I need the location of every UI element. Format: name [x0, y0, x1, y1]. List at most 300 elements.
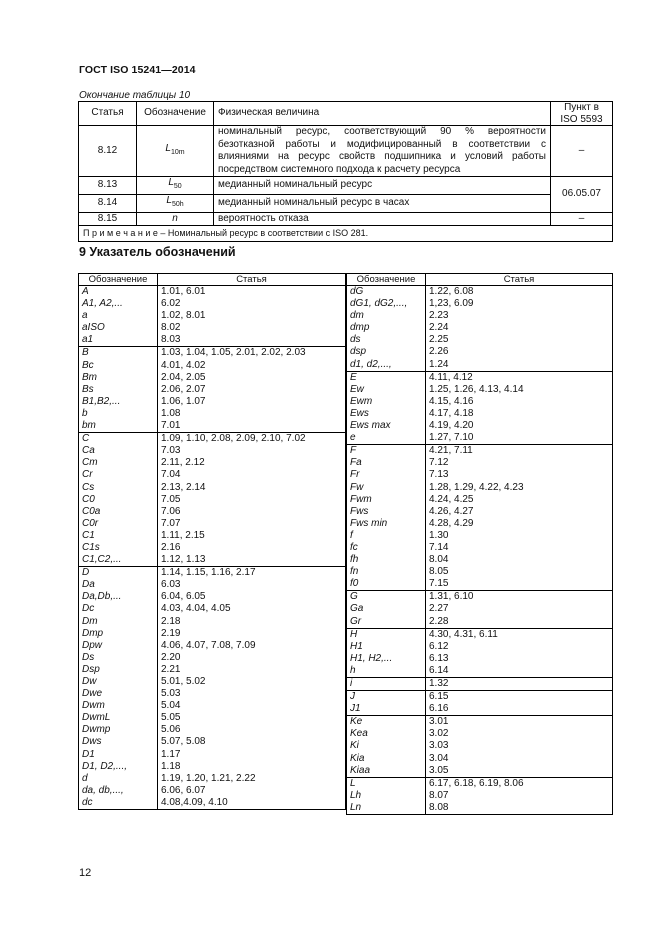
index-article: 2.11, 2.12 — [158, 457, 346, 469]
index-article: 7.15 — [426, 578, 613, 591]
index-article: 4.19, 4.20 — [426, 420, 613, 432]
index-symbol: J1 — [347, 703, 426, 716]
index-row — [79, 773, 346, 785]
index-symbol: Fa — [347, 457, 426, 469]
index-symbol: d1, d2,..., — [347, 359, 426, 372]
index-row — [347, 802, 613, 815]
index-row — [79, 482, 346, 494]
table-row — [79, 177, 613, 195]
index-row — [79, 445, 346, 457]
index-symbol: aISO — [79, 322, 158, 334]
index-row — [79, 286, 346, 299]
index-row — [347, 530, 613, 542]
table-note: П р и м е ч а н и е – Номинальный ресурс в соответствии с ISO 281. — [79, 226, 613, 242]
index-row — [347, 542, 613, 554]
index-article: 2.21 — [158, 664, 346, 676]
symbol-subscript: 50 — [173, 183, 182, 191]
index-symbol: Ln — [347, 802, 426, 815]
index-row — [79, 542, 346, 554]
index-symbol: C0r — [79, 518, 158, 530]
index-symbol: C0a — [79, 506, 158, 518]
index-article: 7.01 — [158, 420, 346, 433]
index-row — [347, 420, 613, 432]
index-row — [79, 506, 346, 518]
index-symbol: Bm — [79, 372, 158, 384]
index-article: 1.01, 6.01 — [158, 286, 346, 299]
index-row — [79, 736, 346, 748]
index-article: 4.03, 4.04, 4.05 — [158, 603, 346, 615]
index-article: 2.06, 2.07 — [158, 384, 346, 396]
index-article: 1.24 — [426, 359, 613, 372]
index-symbol: a — [79, 310, 158, 322]
index-row — [347, 469, 613, 481]
index-col-symbol-header: Обозначение — [79, 274, 158, 286]
index-symbol: Fw — [347, 482, 426, 494]
index-symbol: H1 — [347, 641, 426, 653]
index-article: 7.03 — [158, 445, 346, 457]
index-symbol: Dsp — [79, 664, 158, 676]
index-article: 5.01, 5.02 — [158, 676, 346, 688]
index-row — [79, 360, 346, 372]
row-description: номинальный ресурс, соответствующий 90 % вероятности безотказной работы и модифицированный в соответствии с влияниями на ресурс свойств подшипника и условий работы посредством системного подхода к расчету ресурса — [214, 126, 551, 177]
index-row — [347, 628, 613, 641]
index-row — [347, 298, 613, 310]
index-article: 1.31, 6.10 — [426, 591, 613, 604]
col-clause-header: Пункт в ISO 5593 — [551, 102, 613, 126]
index-article: 7.07 — [158, 518, 346, 530]
index-article: 4.28, 4.29 — [426, 518, 613, 530]
index-row — [79, 457, 346, 469]
index-article: 1.02, 8.01 — [158, 310, 346, 322]
row-symbol — [137, 126, 214, 177]
index-symbol: Kea — [347, 728, 426, 740]
index-article: 4.24, 4.25 — [426, 494, 613, 506]
row-description: вероятность отказа — [214, 212, 551, 226]
symbol-main: L — [166, 194, 172, 206]
index-symbol: B1,B2,... — [79, 396, 158, 408]
table-note-row — [79, 226, 613, 242]
index-row — [347, 765, 613, 778]
index-row — [347, 457, 613, 469]
index-row — [79, 530, 346, 542]
index-symbol: D1 — [79, 749, 158, 761]
index-article: 6.04, 6.05 — [158, 591, 346, 603]
index-article: 6.15 — [426, 691, 613, 704]
index-symbol: Ca — [79, 445, 158, 457]
index-col-symbol-header: Обозначение — [347, 274, 426, 286]
index-row — [79, 797, 346, 810]
row-symbol — [137, 177, 214, 195]
index-row — [79, 420, 346, 433]
index-symbol: fn — [347, 566, 426, 578]
index-row — [347, 716, 613, 729]
index-symbol: E — [347, 371, 426, 384]
index-symbol: F — [347, 445, 426, 458]
row-symbol — [137, 212, 214, 226]
row-symbol — [137, 194, 214, 212]
index-article: 4.21, 7.11 — [426, 445, 613, 458]
index-article: 4.30, 4.31, 6.11 — [426, 628, 613, 641]
index-article: 2.27 — [426, 603, 613, 615]
index-article: 1.09, 1.10, 2.08, 2.09, 2.10, 7.02 — [158, 433, 346, 446]
index-article: 7.12 — [426, 457, 613, 469]
page-number: 12 — [79, 867, 92, 879]
index-article: 1.11, 2.15 — [158, 530, 346, 542]
index-article: 2.25 — [426, 334, 613, 346]
index-article: 1.28, 1.29, 4.22, 4.23 — [426, 482, 613, 494]
index-article: 8.07 — [426, 790, 613, 802]
index-symbol: dmp — [347, 322, 426, 334]
index-row — [79, 567, 346, 580]
index-article: 7.05 — [158, 494, 346, 506]
col-quantity-header: Физическая величина — [214, 102, 551, 126]
index-article: 2.24 — [426, 322, 613, 334]
symbol-subscript: 10m — [170, 148, 185, 156]
table-10 — [78, 101, 613, 242]
index-symbol: Dwe — [79, 688, 158, 700]
index-article: 4.01, 4.02 — [158, 360, 346, 372]
index-symbol: Dmp — [79, 628, 158, 640]
symbol-main: n — [172, 212, 178, 224]
index-article: 7.04 — [158, 469, 346, 481]
index-symbol: b — [79, 408, 158, 420]
index-row — [79, 664, 346, 676]
index-article: 1.06, 1.07 — [158, 396, 346, 408]
index-row — [79, 433, 346, 446]
index-symbol: dm — [347, 310, 426, 322]
index-article: 2.26 — [426, 346, 613, 358]
index-symbol: C1,C2,... — [79, 554, 158, 567]
index-article: 5.05 — [158, 712, 346, 724]
index-col-article-header: Статья — [158, 274, 346, 286]
index-article: 1.19, 1.20, 1.21, 2.22 — [158, 773, 346, 785]
index-row — [79, 688, 346, 700]
index-row — [347, 566, 613, 578]
index-header-row — [347, 274, 613, 286]
index-article: 4.17, 4.18 — [426, 408, 613, 420]
index-row — [347, 494, 613, 506]
index-article: 1.12, 1.13 — [158, 554, 346, 567]
index-article: 4.15, 4.16 — [426, 396, 613, 408]
index-row — [347, 359, 613, 372]
index-row — [347, 518, 613, 530]
index-symbol: Ewm — [347, 396, 426, 408]
index-symbol: Cs — [79, 482, 158, 494]
index-row — [347, 603, 613, 615]
index-article: 7.13 — [426, 469, 613, 481]
index-article: 5.06 — [158, 724, 346, 736]
index-symbol: Ews max — [347, 420, 426, 432]
index-article: 8.05 — [426, 566, 613, 578]
index-symbol: D1, D2,..., — [79, 761, 158, 773]
index-row — [79, 384, 346, 396]
symbol-index-left — [78, 273, 346, 810]
index-article: 7.14 — [426, 542, 613, 554]
index-article: 2.18 — [158, 616, 346, 628]
index-row — [347, 482, 613, 494]
index-row — [79, 640, 346, 652]
index-symbol: f — [347, 530, 426, 542]
index-symbol: Dws — [79, 736, 158, 748]
index-row — [79, 628, 346, 640]
index-symbol: ds — [347, 334, 426, 346]
index-row — [347, 790, 613, 802]
index-row — [79, 494, 346, 506]
index-article: 2.28 — [426, 616, 613, 629]
index-symbol: C — [79, 433, 158, 446]
index-symbol: d — [79, 773, 158, 785]
index-row — [79, 322, 346, 334]
section-title: 9 Указатель обозначений — [79, 245, 236, 259]
index-article: 4.26, 4.27 — [426, 506, 613, 518]
index-article: 6.12 — [426, 641, 613, 653]
index-symbol: fc — [347, 542, 426, 554]
index-symbol: Dpw — [79, 640, 158, 652]
index-row — [347, 653, 613, 665]
index-row — [79, 347, 346, 360]
col-symbol-header: Обозначение — [137, 102, 214, 126]
index-article: 3.02 — [426, 728, 613, 740]
index-symbol: Bs — [79, 384, 158, 396]
index-symbol: H — [347, 628, 426, 641]
index-article: 3.05 — [426, 765, 613, 778]
index-symbol: B — [79, 347, 158, 360]
index-article: 6.03 — [158, 579, 346, 591]
row-article: 8.14 — [79, 194, 137, 212]
row-article: 8.13 — [79, 177, 137, 195]
index-symbol: dG1, dG2,..., — [347, 298, 426, 310]
index-symbol: Ga — [347, 603, 426, 615]
index-symbol: L — [347, 777, 426, 790]
table-10-header-row — [79, 102, 613, 126]
index-symbol: Dw — [79, 676, 158, 688]
index-symbol: Bc — [79, 360, 158, 372]
index-article: 6.13 — [426, 653, 613, 665]
index-article: 5.03 — [158, 688, 346, 700]
index-row — [347, 728, 613, 740]
index-symbol: Ews — [347, 408, 426, 420]
index-row — [79, 396, 346, 408]
index-row — [79, 700, 346, 712]
index-symbol: Da — [79, 579, 158, 591]
index-row — [79, 785, 346, 797]
index-symbol: A — [79, 286, 158, 299]
index-symbol: Da,Db,... — [79, 591, 158, 603]
index-article: 3.03 — [426, 740, 613, 752]
index-row — [347, 616, 613, 629]
symbol-subscript: 50h — [171, 200, 184, 208]
index-row — [79, 676, 346, 688]
index-symbol: i — [347, 678, 426, 691]
index-symbol: Gr — [347, 616, 426, 629]
col-article-header: Статья — [79, 102, 137, 126]
index-symbol: Ew — [347, 384, 426, 396]
index-row — [79, 591, 346, 603]
index-symbol: Cm — [79, 457, 158, 469]
symbol-main: L — [168, 177, 174, 189]
index-article: 1.32 — [426, 678, 613, 691]
index-article: 2.23 — [426, 310, 613, 322]
index-row — [79, 408, 346, 420]
index-row — [347, 334, 613, 346]
index-article: 1.14, 1.15, 1.16, 2.17 — [158, 567, 346, 580]
index-row — [347, 591, 613, 604]
index-col-article-header: Статья — [426, 274, 613, 286]
index-row — [347, 578, 613, 591]
index-symbol: C1 — [79, 530, 158, 542]
index-symbol: C0 — [79, 494, 158, 506]
index-symbol: Cr — [79, 469, 158, 481]
index-symbol: Fws — [347, 506, 426, 518]
index-article: 2.16 — [158, 542, 346, 554]
index-symbol: Dwm — [79, 700, 158, 712]
index-row — [79, 334, 346, 347]
index-symbol: C1s — [79, 542, 158, 554]
index-symbol: A1, A2,... — [79, 298, 158, 310]
row-clause: – — [551, 126, 613, 177]
index-article: 8.04 — [426, 554, 613, 566]
index-article: 8.02 — [158, 322, 346, 334]
index-symbol: H1, H2,... — [347, 653, 426, 665]
index-row — [347, 346, 613, 358]
index-article: 6.02 — [158, 298, 346, 310]
index-row — [347, 432, 613, 445]
index-article: 6.14 — [426, 665, 613, 678]
index-article: 1.25, 1.26, 4.13, 4.14 — [426, 384, 613, 396]
row-clause: 06.05.07 — [551, 177, 613, 212]
index-symbol: G — [347, 591, 426, 604]
index-article: 8.03 — [158, 334, 346, 347]
symbol-index-right — [346, 273, 613, 815]
row-article: 8.12 — [79, 126, 137, 177]
index-symbol: a1 — [79, 334, 158, 347]
index-row — [79, 469, 346, 481]
index-article: 4.06, 4.07, 7.08, 7.09 — [158, 640, 346, 652]
index-row — [347, 310, 613, 322]
index-symbol: dsp — [347, 346, 426, 358]
index-symbol: Ki — [347, 740, 426, 752]
index-article: 5.04 — [158, 700, 346, 712]
index-symbol: J — [347, 691, 426, 704]
index-row — [347, 396, 613, 408]
index-symbol: Ke — [347, 716, 426, 729]
index-row — [347, 445, 613, 458]
index-row — [79, 372, 346, 384]
index-row — [79, 652, 346, 664]
row-article: 8.15 — [79, 212, 137, 226]
index-row — [347, 286, 613, 299]
index-row — [79, 298, 346, 310]
index-symbol: h — [347, 665, 426, 678]
index-row — [347, 554, 613, 566]
row-description: медианный номинальный ресурс в часах — [214, 194, 551, 212]
index-article: 6.16 — [426, 703, 613, 716]
index-row — [347, 678, 613, 691]
index-row — [79, 310, 346, 322]
index-row — [347, 408, 613, 420]
index-article: 1.27, 7.10 — [426, 432, 613, 445]
index-article: 4.11, 4.12 — [426, 371, 613, 384]
index-symbol: D — [79, 567, 158, 580]
index-article: 5.07, 5.08 — [158, 736, 346, 748]
index-article: 4.08,4.09, 4.10 — [158, 797, 346, 810]
index-symbol: Lh — [347, 790, 426, 802]
index-symbol: Dc — [79, 603, 158, 615]
index-symbol: fh — [347, 554, 426, 566]
index-row — [79, 761, 346, 773]
table-row — [79, 194, 613, 212]
index-article: 7.06 — [158, 506, 346, 518]
index-symbol: Fr — [347, 469, 426, 481]
index-symbol: Kiaa — [347, 765, 426, 778]
index-article: 1.03, 1.04, 1.05, 2.01, 2.02, 2.03 — [158, 347, 346, 360]
index-symbol: dG — [347, 286, 426, 299]
index-row — [79, 603, 346, 615]
index-article: 3.01 — [426, 716, 613, 729]
index-symbol: e — [347, 432, 426, 445]
index-article: 1.08 — [158, 408, 346, 420]
index-article: 6.06, 6.07 — [158, 785, 346, 797]
index-row — [347, 777, 613, 790]
table-caption: Окончание таблицы 10 — [79, 90, 191, 101]
index-symbol: f0 — [347, 578, 426, 591]
index-symbol: Dm — [79, 616, 158, 628]
index-row — [347, 371, 613, 384]
index-article: 3.04 — [426, 753, 613, 765]
index-row — [347, 322, 613, 334]
index-row — [79, 712, 346, 724]
index-article: 2.04, 2.05 — [158, 372, 346, 384]
index-row — [347, 641, 613, 653]
index-article: 1.30 — [426, 530, 613, 542]
index-article: 2.13, 2.14 — [158, 482, 346, 494]
index-row — [347, 740, 613, 752]
index-row — [347, 691, 613, 704]
index-row — [347, 665, 613, 678]
index-article: 1,23, 6.09 — [426, 298, 613, 310]
index-row — [347, 703, 613, 716]
index-row — [79, 518, 346, 530]
index-symbol: Fwm — [347, 494, 426, 506]
index-symbol: Fws min — [347, 518, 426, 530]
index-row — [347, 753, 613, 765]
index-symbol: Ds — [79, 652, 158, 664]
index-row — [79, 616, 346, 628]
index-symbol: DwmL — [79, 712, 158, 724]
row-description: медианный номинальный ресурс — [214, 177, 551, 195]
index-article: 2.20 — [158, 652, 346, 664]
index-header-row — [79, 274, 346, 286]
index-article: 6.17, 6.18, 6.19, 8.06 — [426, 777, 613, 790]
index-row — [79, 554, 346, 567]
table-row — [79, 126, 613, 177]
index-row — [79, 749, 346, 761]
index-symbol: bm — [79, 420, 158, 433]
index-article: 1.18 — [158, 761, 346, 773]
index-symbol: Dwmp — [79, 724, 158, 736]
index-article: 2.19 — [158, 628, 346, 640]
row-clause: – — [551, 212, 613, 226]
index-article: 1.17 — [158, 749, 346, 761]
index-row — [347, 384, 613, 396]
index-article: 8.08 — [426, 802, 613, 815]
table-row — [79, 212, 613, 226]
index-row — [347, 506, 613, 518]
index-symbol: da, db,..., — [79, 785, 158, 797]
index-row — [79, 579, 346, 591]
index-symbol: dc — [79, 797, 158, 810]
index-article: 1.22, 6.08 — [426, 286, 613, 299]
